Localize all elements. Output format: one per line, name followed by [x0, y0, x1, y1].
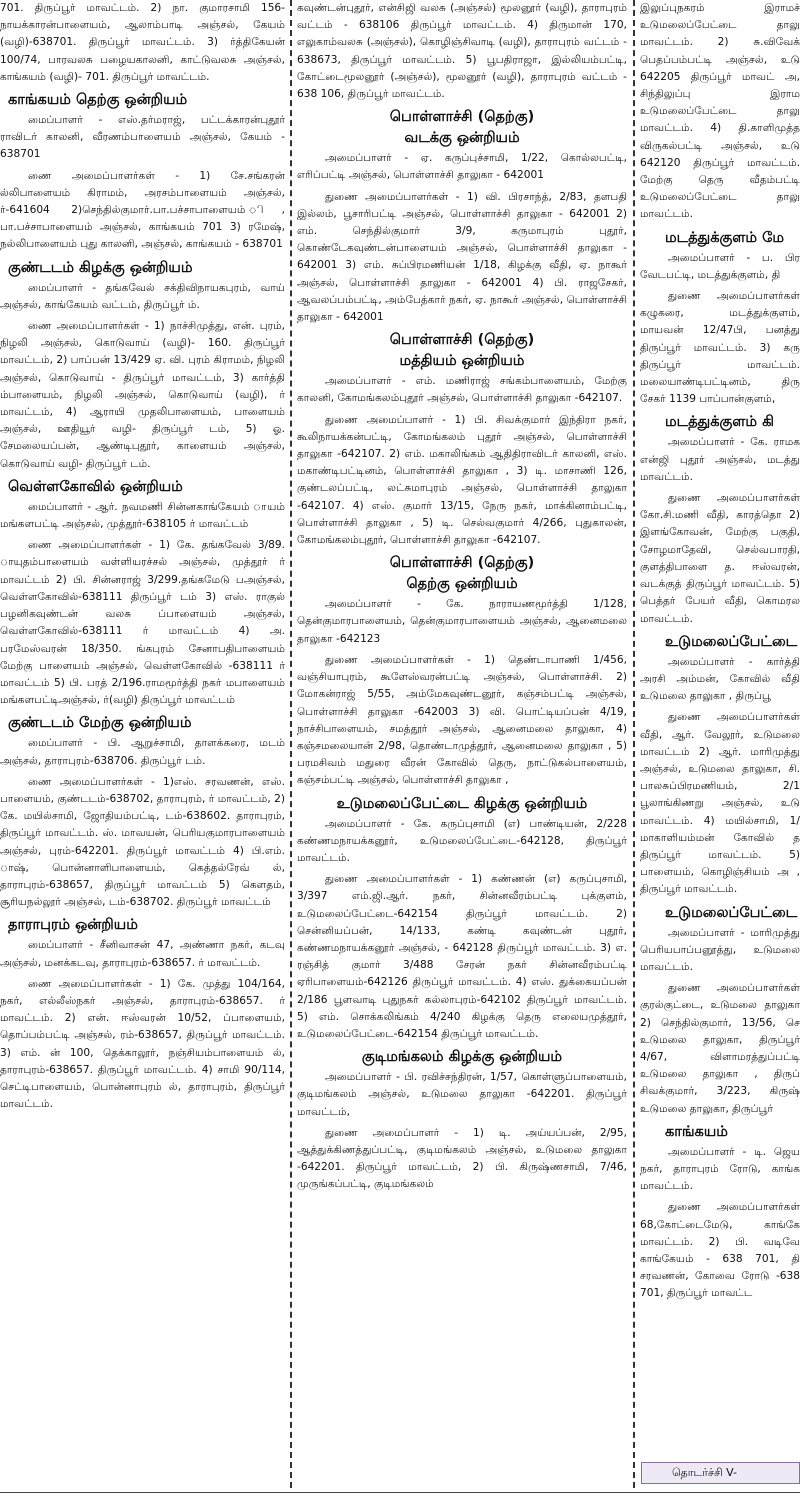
section-heading: உடுமலைப்பேட்டை: [665, 633, 798, 650]
president-entry: மைப்பாளர் - சீனிவாசன் 47, அண்ணா நகர், கடவு அஞ்சல், மனக்கடவு, தாராபுரம்-638657. ர் மாவட்டம்.: [0, 939, 285, 969]
section-pollachi-south-south: [297, 554, 627, 789]
column-1: [0, 0, 285, 1493]
deputy-entries: துணை அமைப்பாளர்கள் கோ.சி.மணி வீதி, காரத்தொ 2) இளங்கோவன், மேற்கு பகுதி, சோழமாதேவி, செல்வபாரதி, குளத்திபாளை த. ஈஸ்வரன், வடக்குத் திருப்பூர் மாவட்டம். 5) பெத்தர் பேயர் வீதி, கொமரல மாவட்டம்.: [640, 492, 800, 625]
president-entry: மைப்பாளர் - பி. ஆறுச்சாமி, தாளக்கரை, மடம் அஞ்சல், தாராபுரம்-638706. திருப்பூர் டம்.: [0, 737, 285, 767]
section-heading: தாராபுரம் ஒன்றியம்: [8, 917, 138, 934]
section-madathukulam-west: [640, 229, 800, 409]
column-3: [640, 0, 800, 1493]
deputy-entries: ணை அமைப்பாளர்கள் - 1)எஸ். சரவணன், எஸ். பாளையம், குண்டடம்-638702, தாராபுரம், ர் மாவட்டம், 2) கே. மயில்சாமி, ஜோதியம்பட்டி, டம்-638602. தாராபுரம், திருப்பூர் மாவட்டம். ஸ். மாவயன், பெரியகுமாரபாளையம் அஞ்சல், புரம்-642201. திருப்பூர் மாவட்டம் 4) பி.எம். ாஷ், பொன்னாளிபாளையம், கெத்தல்ரேவ் ல், தாராபுரம்-638657, திருப்பூர் மாவட்டம் 5) கௌதம், சூரியநல்லூர் அஞ்சல், டம்-638702. திருப்பூர் மாவட்டம்: [0, 775, 285, 909]
deputy-entries: துணை அமைப்பாளர்கள் குரல்குட்டை, உடுமலை தாலுகா 2) செந்தில்குமார், 13/56, செ உடுமலை தாலுகா, திருப்பூர் 4/67, விளாமரத்துப்பட்டி உடுமலை தாலுகா , திருப் சிவக்குமார், 3/223, கிருஷ் உடுமலை தாலுகா, திருப்பூர்: [640, 982, 800, 1115]
section-kudimangalam-east: [297, 1048, 627, 1193]
section-vellakovil: [0, 478, 285, 709]
column-2: [297, 0, 627, 1493]
section-subheading: வடக்கு ஒன்றியம்: [404, 130, 520, 147]
section-heading: குண்டடம் கிழக்கு ஒன்றியம்: [8, 259, 193, 276]
column-divider: [633, 0, 635, 1488]
section-subheading: தெற்கு ஒன்றியம்: [406, 576, 518, 593]
column-divider: [290, 0, 292, 1488]
deputy-entries: துணை அமைப்பாளர் - 1) பி. சிவக்குமார் இந்திரா நகர், கூலிநாயக்கன்பட்டி, கோமங்கலம் புதூர் அஞ்சல், பொள்ளாச்சி தாலுகா -642107. 2) எம். மகாலிங்கம் ஆதிதிராவிடர் காலனி, எஸ். மகாண்டிபட்டினம், பொள்ளாச்சி தாலுகா , 3) டி. மாசாணி 126, குண்டலப்பட்டி, லட்சுமாபுரம் அஞ்சல், பொள்ளாச்சி தாலுகா -642107. 4) எஸ். குமார் 13/15, நேரு நகர், மாக்கினாம்பட்டி, பொள்ளாச்சி தாலுகா , 5) டி. செல்வகுமார் 4/266, புதுகாலன், கோமங்கலம்புதூர், பொள்ளாச்சி தாலுகா -642107.: [297, 413, 627, 547]
section-heading: குண்டடம் மேற்கு ஒன்றியம்: [8, 715, 192, 732]
president-entry: மைப்பாளர் - எஸ்.தர்மராஜ், பட்டக்காரன்புதூர் ராவிடர் காலனி, வீரணம்பாளையம் அஞ்சல், கேயம் - 638701: [0, 114, 285, 161]
section-heading: மடத்துக்குளம் கி: [665, 414, 774, 431]
deputy-entries: ணை அமைப்பாளர்கள் - 1) நாச்சிமுத்து, என். புரம், நிழலி அஞ்சல், கொடுவாய் (வழி)- 160. திருப்பூர் மாவட்டம், 2) பாப்பன் 13/429 ஏ. வி. புரம் கிராமம், நிழலி அஞ்சல், கொடுவாய் - திருப்பூர் மாவட்டம், 3) கார்த்தி ம்பாளையம், நிழலி அஞ்சல், கொடுவாய் (வழி), ர் மாவட்டம், 4) ஆராயி முதலிபாளையம், பாளையம் அஞ்சல், ஊதியூர் வழி- திருப்பூர் டம், 5) ஓ. சேமலையப்பன், ஆண்டிபுதூர், காளையம் அஞ்சல், கொடுவாய் வழி- திருப்பூர் டம்.: [0, 320, 285, 470]
deputy-entries: ணை அமைப்பாளர்கள் - 1) சே.சங்கரன் ல்லிபாளையம் கிராமம், அரசம்பாளையம் அஞ்சல், ர்-641604 2)செந்தில்குமார்.பா.பச்சாபாளையம் ி, பா.பச்சாபாளையம் அஞ்சல், காங்கயம் 701 3) ரமேஷ், நல்லிபாளையம் புது காலனி, அஞ்சல், காங்கயம் - 638701: [0, 169, 285, 251]
section-heading: காங்கயம்: [665, 1123, 728, 1140]
deputy-entries: துணை அமைப்பாளர்கள் - 1) கண்ணன் (எ) கருப்புசாமி, 3/397 எம்.ஜி.ஆர். நகர், சின்னவீரம்பட்டி புக்குளம், உடுமலைப்பேட்டை-642154 திருப்பூர் மாவட்டம். 2) சென்னியப்பன், 14/133, கண்டி கவுண்டன் புதூர், கண்ணமநாயக்கனூர் அஞ்சல், - 642128 திருப்பூர் மாவட்டம். 3) எ. ரஞ்சித் குமார் 3/488 சேரன் நகர் சின்னவீரம்பட்டி ஏரிபாளையம்-642126 திருப்பூர் மாவட்டம். 4) எஸ். துக்கையப்பன் 2/186 பூளவாடி புதுநகர் கல்லாபுரம்-642102 திருப்பூர் மாவட்டம். 5) எம். சொக்கலிங்கம் 4/240 கிழக்கு தெரு எலையமுத்தூர், உடுமலைப்பேட்டை-642154 திருப்பூர் மாவட்டம்.: [297, 873, 627, 1040]
section-heading: பொள்ளாச்சி (தெற்கு): [389, 555, 535, 572]
deputy-entries: ணை அமைப்பாளர்கள் - 1) கே. முத்து 104/164, நகர், எல்லீஸ்நகர் அஞ்சல், தாராபுரம்-638657. ர் மாவட்டம். 2) என். ஈஸ்வரன் 10/52, ப்பாளையம், தொப்பம்பட்டி அஞ்சல், ரம்-638657, திருப்பூர் மாவட்டம். 3) எம். ன் 100, தெக்காலூர், நஞ்சியம்பாளையம் ல், தாராபுரம்-638657. திருப்பூர் மாவட்டம். 4) சாமி 90/114, செட்டிபாளையம், பொன்னாபுரம் ல், தாராபுரம், திருப்பூர் மாவட்டம்.: [0, 977, 285, 1111]
president-entry: அமைப்பாளர் - ப. பிர வேடபட்டி, மடத்துக்குளம், தி: [640, 251, 800, 281]
section-kangayam-south: [0, 91, 285, 254]
president-entry: அமைப்பாளர் - எம். மணிராஜ் சங்கம்பாளையம், மேற்கு காலனி, கோமங்கலம்புதூர் அஞ்சல், பொள்ளாச்சி தாலுகா -642107.: [297, 375, 627, 405]
section-heading: பொள்ளாச்சி (தெற்கு): [389, 109, 535, 126]
deputy-entries: துணை அமைப்பாளர்கள் வீதி, ஆர். வேலூர், உடுமலை மாவட்டம் 2) ஆர். மாரிமுத்து அஞ்சல், உடுமலை தாலுகா, சி. பாலசுப்பிரமணியம், 2/1 பூலாங்கிணறு அஞ்சல், உடு மாவட்டம். 4) மயில்சாமி, 1/ மாகாளியம்மன் கோவில் த திருப்பூர் மாவட்டம். 5) பாளையம், கொழிஞ்சியம் அ , திருப்பூர் மாவட்டம்.: [640, 711, 800, 896]
deputy-entries: ணை அமைப்பாளர்கள் - 1) கே. தங்கவேல் 3/89. ாயுதம்பாளையம் வள்ளியரச்சல் அஞ்சல், முத்தூர் ர் மாவட்டம் 2) பி. சின்னராஜ் 3/299.தங்கமேடு பஅஞ்சல், வெள்ளகோவில்-638111 திருப்பூர் டம் 3) எஸ். ராகுல் பழனிகவுண்டன் வலசு ப்பாளையம் அஞ்சல், வெள்ளகோவில்-638111 ர் மாவட்டம் 4) அ. பரமேஸ்வரன் 18/350. ங்கபுரம் சேனாபதிபாளையம் மேற்கு பாளையம் அஞ்சல், வெள்ளகோவில் -638111 ர் மாவட்டம் 5) பி. பரத் 2/196.ராமமூர்த்தி நகர் மபாளையம் மங்களபட்டிஅஞ்சல், ர்(வழி) திருப்பூர் மாவட்டம்: [0, 539, 285, 707]
bottom-rule: [0, 1492, 800, 1493]
president-entry: அமைப்பாளர் - ஏ. கருப்புச்சாமி, 1/22, கொல்லபட்டி, எரிப்பட்டி அஞ்சல், பொள்ளாச்சி தாலுகா - 642001: [297, 152, 627, 182]
president-entry: அமைப்பாளர் - கார்த்தி அரசி அம்மன், கோவில் வீதி உடுமலை தாலுகா , திருப்பூ: [640, 655, 800, 703]
deputy-entries: துணை அமைப்பாளர் - 1) டி. அய்யப்பன், 2/95, ஆத்துக்கிணத்துப்பட்டி, குடிமங்கலம் அஞ்சல், உடுமலை தாலுகா -642201. திருப்பூர் மாவட்டம், 2) பி. கிருஷ்ணசாமி, 7/46, முருங்கப்பட்டி, குடிமங்கலம்: [297, 1126, 627, 1191]
president-entry: மைப்பாளர் - ஆர். நவமணி சின்னகாங்கேயம் ாயம் மங்களபட்டி அஞ்சல், முத்தூர்-638105 ர் மாவட்டம்: [0, 500, 285, 531]
section-udumalpet-east: [297, 795, 627, 1044]
president-entry: மைப்பாளர் - தங்கவேல் சக்திவிநாயகபுரம், வாய் அஞ்சல், காங்கேயம் வட்டம், திருப்பூர் ம்.: [0, 281, 285, 311]
section-heading: குடிமங்கலம் கிழக்கு ஒன்றியம்: [361, 1049, 563, 1066]
section-kundadam-east: [0, 259, 285, 473]
deputy-entries: துணை அமைப்பாளர்கள் கழுகரை, மடத்துக்குளம், மாயவன் 12/47பி, பனத்து திருப்பூர் மாவட்டம். 3) கரு திருப்பூர் மாவட்டம். மலையாண்டிபட்டினம், திரு சேகர் 1139 பாப்பான்குளம்,: [640, 290, 800, 406]
section-kangayam: [640, 1123, 800, 1303]
president-entry: அமைப்பாளர் - கே. நாராயணமூர்த்தி 1/128, தென்குமாரபாளையம், தென்குமாரபாளையம் அஞ்சல், ஆனைமலை தாலுகா -642123: [297, 598, 627, 645]
col3-intro: இலுப்புநகரம் இராமச் உடுமலைப்பேட்டை தாலு மாவட்டம். 2) சு.விவேக் பெதப்பம்பட்டி அஞ்சல், உடு 642205 திருப்பூர் மாவட் அ, சிந்திலுப்பு இராம உடுமலைப்பேட்டை தாலு மாவட்டம். 4) தி.காளிமுத்த விருகல்பட்டி அஞ்சல், உடு 642120 திருப்பூர் மாவட்டம். மேற்கு தெரு வீதம்பட்டி உடுமலைப்பேட்டை தாலு மாவட்டம்.: [640, 2, 800, 221]
section-heading: வெள்ளகோவில் ஒன்றியம்: [8, 478, 183, 495]
section-pollachi-south-central: [297, 331, 627, 549]
section-subheading: மத்தியம் ஒன்றியம்: [399, 353, 525, 370]
president-entry: அமைப்பாளர் - பி. ரவிச்சந்திரன், 1/57, கொள்ளுப்பாளையம், குடிமங்கலம் அஞ்சல், உடுமலை தாலுகா -642201. திருப்பூர் மாவட்டம்,: [297, 1071, 627, 1118]
section-udumalpet-b: [640, 904, 800, 1118]
section-udumalpet-a: [640, 633, 800, 899]
deputy-entries: துணை அமைப்பாளர்கள் 68,கோட்டைமேடு, காங்கே மாவட்டம். 2) பி. வடிவே காங்கேயம் - 638 701, தி சரவணன், கோவை ரோடு -638 701, திருப்பூர் மாவட்ட: [640, 1201, 800, 1300]
continued-note: தொடர்ச்சி V-: [641, 1462, 800, 1484]
section-heading: உடுமலைப்பேட்டை கிழக்கு ஒன்றியம்: [336, 795, 588, 812]
president-entry: அமைப்பாளர் - கே. கருப்புசாமி (எ) பாண்டியன், 2/228 கண்ணமநாயக்கனூர், உடுமலைப்பேட்டை-642128, திருப்பூர் மாவட்டம்.: [297, 817, 627, 864]
section-heading: காங்கயம் தெற்கு ஒன்றியம்: [8, 92, 188, 109]
section-madathukulam-east: [640, 413, 800, 627]
section-heading: உடுமலைப்பேட்டை: [665, 904, 798, 921]
col2-intro: கவுண்டன்புதூர், என்சிஜி வலசு (அஞ்சல்) மூலனூர் (வழி), தாராபுரம் வட்டம் - 638106 திருப்பூர் மாவட்டம். 4) திருமான் 170, எலுகாம்வலசு (அஞ்சல்), கொழிஞ்சிவாடி (வழி), தாராபுரம் வட்டம் - 638673, திருப்பூர் மாவட்டம். 5) பூபதிராஜா, இல்லியம்பட்டி, கோட்டைமூலனூர் (அஞ்சல்), மூலனூர் (வழி), தாராபுரம் வட்டம் - 638 106, திருப்பூர் மாவட்டம்.: [297, 2, 627, 101]
president-entry: அமைப்பாளர் - கே. ராமக என்ஜி புதூர் அஞ்சல், மடத்து மாவட்டம்.: [640, 436, 800, 483]
section-dharapuram: [0, 916, 285, 1113]
section-heading: மடத்துக்குளம் மே: [665, 229, 785, 246]
section-pollachi-south-north: [297, 108, 627, 326]
deputy-entries: துணை அமைப்பாளர்கள் - 1) வி. பிரசாந்த், 2/83, தளபதி இல்லம், பூசாரிபட்டி அஞ்சல், பொள்ளாச்சி தாலுகா - 642001 2) எம். செந்தில்குமார் 3/9, கருமாபுரம் புதூர், கொண்டேகவுண்டன்பாளையம் அஞ்சல், பொள்ளாச்சி தாலுகா - 642001 3) எம். சுப்பிரமணியன் 1/18, கிழக்கு வீதி, ஏ. நாகூர் அஞ்சல், பொள்ளாச்சி தாலுகா - 642001 4) பி. ராஜசேகர், ஆவலப்பம்பட்டி, அம்பேத்கார் நகர், ஏ. நாகூர் அஞ்சல், பொள்ளாச்சி தாலுகா - 642001: [297, 190, 627, 324]
section-heading: பொள்ளாச்சி (தெற்கு): [389, 332, 535, 349]
president-entry: அமைப்பாளர் - டி. ஜெய நகர், தாராபுரம் ரோடு, காங்க மாவட்டம்.: [640, 1145, 800, 1193]
section-kundadam-west: [0, 714, 285, 911]
deputy-entries: துணை அமைப்பாளர்கள் - 1) தெண்டாபாணி 1/456, வஞ்சியாபுரம், கூளேஸ்வரன்பட்டி அஞ்சல், பொள்ளாச்சி. 2) மோகன்ராஜ் 5/55, அம்மேகவுண்டனூர், கஞ்சம்பட்டி அஞ்சல், பொள்ளாச்சி தாலுகா -642003 3) வி. பொட்டியப்பன் 4/19, நாச்சிபாளையம், சமத்தூர் அஞ்சல், ஆனைமலை தாலுகா, 4) கஞ்சமலையான் 2/98, தொண்டாமுத்தூர், ஆனைமலை தாலுகா , 5) பரமசிவம் மதுரை வீரன் கோவில் தெரு, நாட்டுகல்பாளையம், கஞ்சம்பட்டி அஞ்சல், பொள்ளாச்சி தாலுகா ,: [297, 653, 627, 787]
president-entry: அமைப்பாளர் - மாரிமுத்து பெரியபாப்பனூத்து, உடுமலை மாவட்டம்.: [640, 926, 800, 973]
col1-intro: 701. திருப்பூர் மாவட்டம். 2) நா. குமாரசாமி 156- நாயக்காரன்பாளையம், ஆலாம்பாடி அஞ்சல், கேயம் (வழி)-638701. திருப்பூர் மாவட்டம். 3) ர்த்திகேயன் 100/74, பாரவலசு பழையகாலனி, காட்டுவலசு அஞ்சல், காங்கயம் (வழி)- 701. திருப்பூர் மாவட்டம்.: [0, 2, 285, 83]
